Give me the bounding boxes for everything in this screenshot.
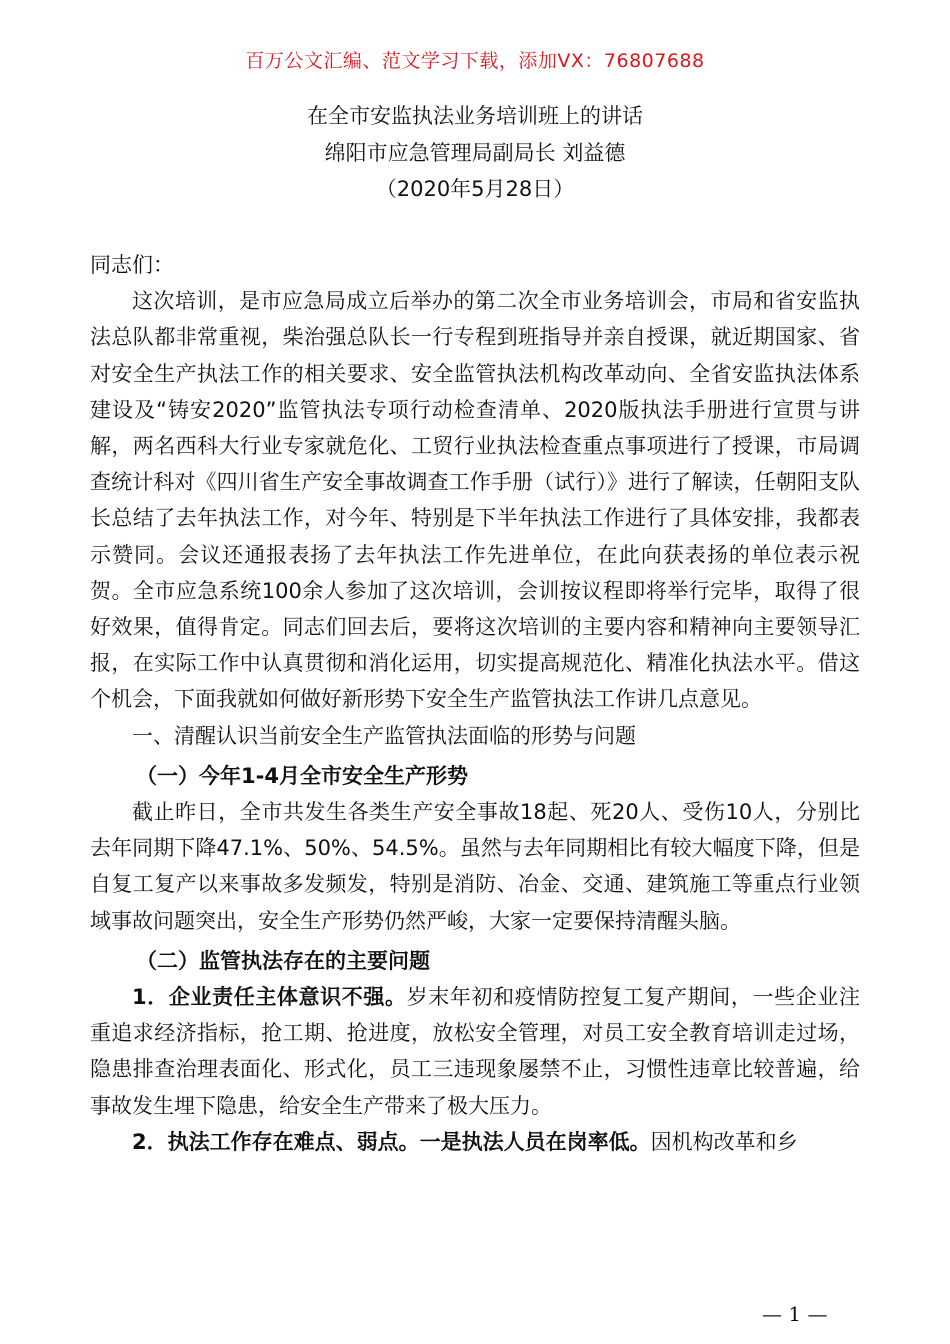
salutation: 同志们： (90, 253, 174, 277)
subsection-heading-1: （一）今年1-4月全市安全生产形势 (136, 763, 468, 788)
list-item-1 (90, 979, 860, 1124)
list-item-1-text: 岁末年初和疫情防控复工复产期间，一些企业注重追求经济指标，抢工期、抢进度，放松安全管理，对员工安全教育培训走过场，隐患排查治理表面化、形式化，员工三违现象屡禁不止，习惯性违章比较普遍，给事故发生埋下隐患，给安全生产带来了极大压力。 (90, 985, 860, 1118)
list-item-2-heading: 2．执法工作存在难点、弱点。一是执法人员在岗率低。 (132, 1129, 651, 1154)
speech-title: 在全市安监执法业务培训班上的讲话 (307, 104, 643, 128)
list-item-2-text: 因机构改革和乡 (650, 1129, 798, 1154)
document-body (90, 247, 860, 1160)
paragraph-situation: 截止昨日，全市共发生各类生产安全事故18起、死20人、受伤10人，分别比去年同期下降47.1%、50%、54.5%。虽然与去年同期相比有较大幅度下降，但是自复工复产以来事故多发频发，特别是消防、冶金、交通、建筑施工等重点行业领域事故问题突出，安全生产形势仍然严峻，大家一定要保持清醒头脑。 (90, 800, 860, 933)
promo-banner: 百万公文汇编、范文学习下载，添加VX：76807688 (245, 50, 705, 72)
paragraph-intro: 这次培训，是市应急局成立后举办的第二次全市业务培训会，市局和省安监执法总队都非常重视，柴治强总队长一行专程到班指导并亲自授课，就近期国家、省对安全生产执法工作的相关要求、安全监管执法机构改革动向、全省安监执法体系建设及“铸安2020”监管执法专项行动检查清单、2020版执法手册进行宣贯与讲解，两名西科大行业专家就危化、工贸行业执法检查重点事项进行了授课，市局调查统计科对《四川省生产安全事故调查工作手册（试行）》进行了解读，任朝阳支队长总结了去年执法工作，对今年、特别是下半年执法工作进行了具体安排，我都表示赞同。会议还通报表扬了去年执法工作先进单位，在此向获表扬的单位表示祝贺。全市应急系统100余人参加了这次培训，会训按议程即将举行完毕，取得了很好效果，值得肯定。同志们回去后，要将这次培训的主要内容和精神向主要领导汇报，在实际工作中认真贯彻和消化运用，切实提高规范化、精准化执法水平。借这个机会，下面我就如何做好新形势下安全生产监管执法工作讲几点意见。 (90, 289, 860, 712)
section-heading-1: 一、清醒认识当前安全生产监管执法面临的形势与问题 (132, 723, 636, 748)
speaker-line: 绵阳市应急管理局副局长 刘益德 (324, 141, 626, 165)
page-number: — 1 — (762, 1302, 828, 1326)
speech-date: （2020年5月28日） (375, 177, 575, 201)
subsection-heading-2: （二）监管执法存在的主要问题 (136, 948, 430, 973)
list-item-2 (90, 1124, 860, 1160)
list-item-1-heading: 1．企业责任主体意识不强。 (132, 985, 407, 1010)
